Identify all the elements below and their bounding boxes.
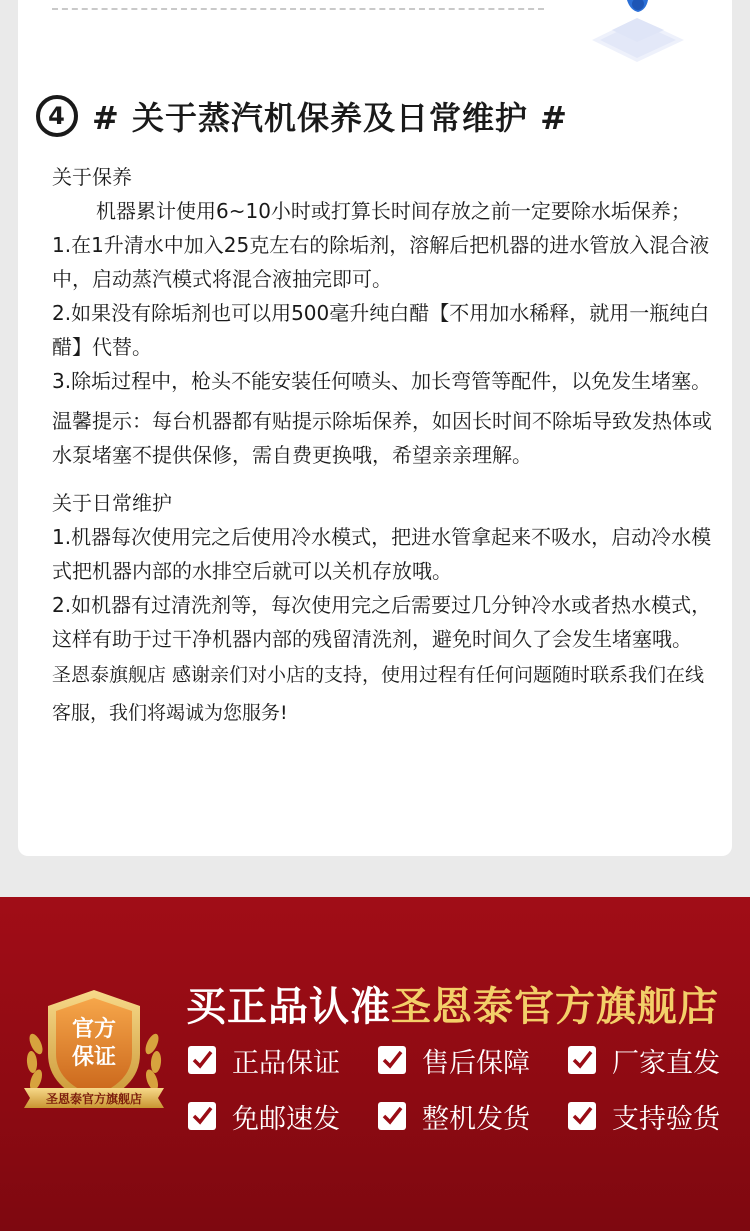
feature-label: 免邮速发 bbox=[232, 1103, 340, 1135]
maintenance-item: 2.如果没有除垢剂也可以用500毫升纯白醋【不用加水稀释，就用一瓶纯白醋】代替。 bbox=[52, 301, 710, 359]
dashed-divider bbox=[52, 8, 544, 10]
checkbox-icon bbox=[568, 1102, 596, 1130]
feature-item bbox=[568, 1040, 720, 1080]
feature-label: 售后保障 bbox=[422, 1047, 530, 1079]
chat-bubble-illustration-icon bbox=[572, 0, 702, 72]
badge-line1: 官方 bbox=[71, 1017, 117, 1042]
feature-label: 正品保证 bbox=[232, 1047, 340, 1079]
checkbox-icon bbox=[378, 1102, 406, 1130]
feature-label: 整机发货 bbox=[422, 1103, 530, 1135]
feature-item bbox=[188, 1040, 340, 1080]
checkbox-icon bbox=[188, 1102, 216, 1130]
badge-ribbon: 圣恩泰官方旗舰店 bbox=[45, 1092, 143, 1106]
checkbox-icon bbox=[188, 1046, 216, 1074]
feature-item bbox=[188, 1096, 340, 1136]
slogan-brand: 圣恩泰官方旗舰店 bbox=[391, 984, 719, 1030]
official-guarantee-badge-icon bbox=[14, 984, 174, 1116]
feature-label: 支持验货 bbox=[612, 1103, 720, 1135]
badge-line2: 保证 bbox=[71, 1045, 117, 1070]
checkbox-icon bbox=[378, 1046, 406, 1074]
daily-heading: 关于日常维护 bbox=[52, 491, 172, 515]
daily-item: 2.如机器有过清洗剂等，每次使用完之后需要过几分钟冷水或者热水模式，这样有助于过干净机器内部的残留清洗剂，避免时间久了会发生堵塞哦。 bbox=[52, 593, 712, 651]
daily-item: 1.机器每次使用完之后使用冷水模式，把进水管拿起来不吸水，启动冷水模式把机器内部的水排空后就可以关机存放哦。 bbox=[52, 525, 712, 583]
section-number: 4 bbox=[36, 95, 78, 137]
maintenance-item: 3.除垢过程中，枪头不能安装任何喷头、加长弯管等配件，以免发生堵塞。 bbox=[52, 369, 712, 393]
maintenance-intro: 机器累计使用6~10小时或打算长时间存放之前一定要除水垢保养； bbox=[96, 199, 691, 223]
checkbox-icon bbox=[568, 1046, 596, 1074]
feature-label: 厂家直发 bbox=[612, 1047, 720, 1079]
slogan-prefix: 买正品认准 bbox=[186, 984, 391, 1030]
maintenance-item: 1.在1升清水中加入25克左右的除垢剂，溶解后把机器的进水管放入混合液中，启动蒸汽模式将混合液抽完即可。 bbox=[52, 233, 710, 291]
section-title bbox=[36, 86, 568, 146]
maintenance-heading: 关于保养 bbox=[52, 165, 132, 189]
shop-note: 圣恩泰旗舰店 感谢亲们对小店的支持，使用过程有任何问题随时联系我们在线客服，我们将竭诚为您服务! bbox=[52, 664, 705, 724]
maintenance-content bbox=[52, 160, 717, 732]
maintenance-tip: 温馨提示：每台机器都有贴提示除垢保养，如因长时间不除垢导致发热体或水泵堵塞不提供保修，需自费更换哦，希望亲亲理解。 bbox=[52, 409, 712, 467]
section-title-text: # 关于蒸汽机保养及日常维护 # bbox=[92, 99, 568, 137]
feature-item bbox=[378, 1096, 530, 1136]
banner-slogan bbox=[186, 975, 719, 1032]
feature-item bbox=[378, 1040, 530, 1080]
feature-item bbox=[568, 1096, 720, 1136]
